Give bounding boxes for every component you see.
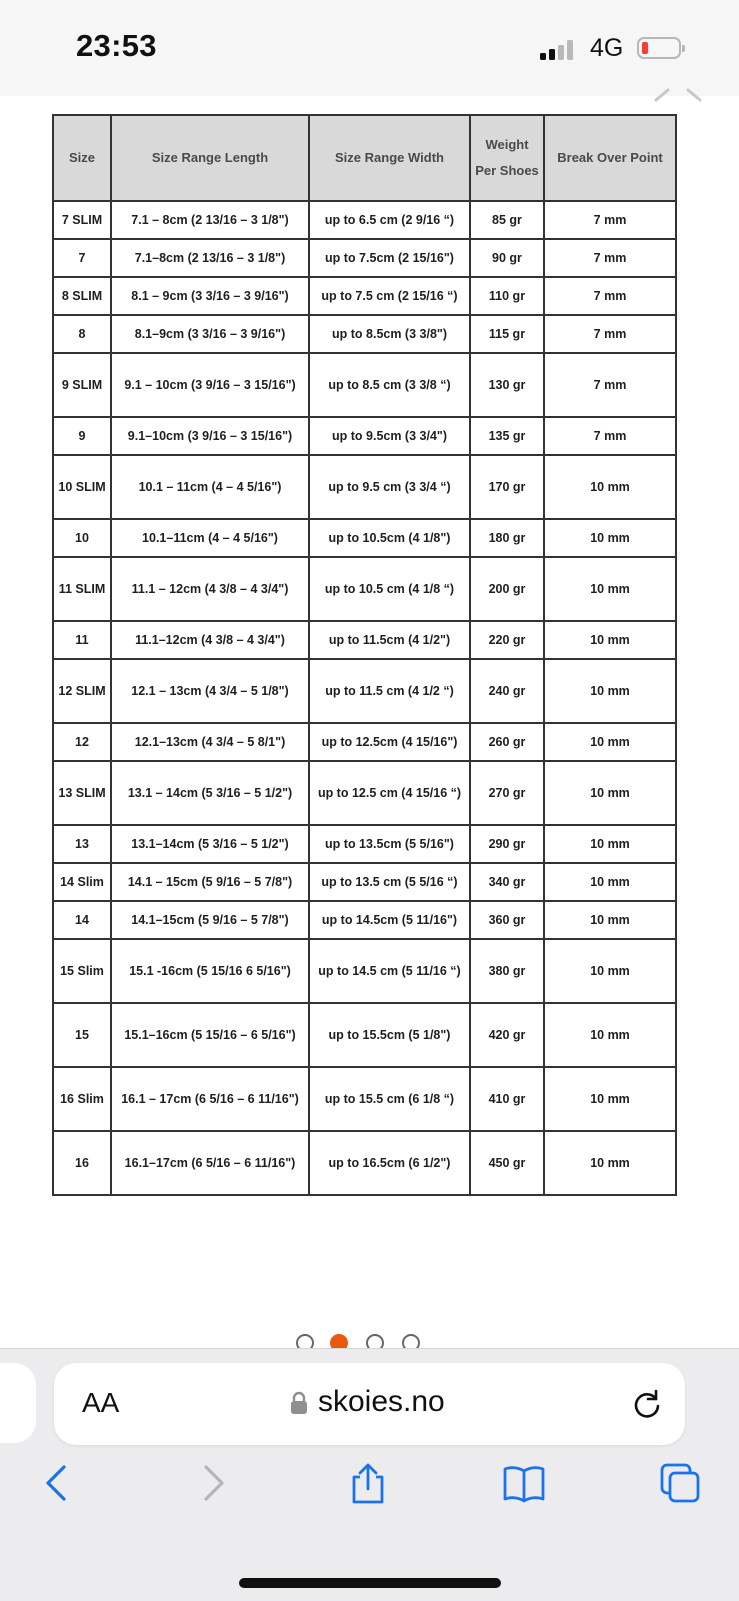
cell-size: 12 bbox=[53, 723, 111, 761]
header-break-over: Break Over Point bbox=[544, 115, 676, 201]
table-row bbox=[53, 723, 676, 761]
cell-width: up to 16.5cm (6 1/2") bbox=[309, 1131, 470, 1195]
cell-weight: 180 gr bbox=[470, 519, 544, 557]
cell-break-over: 10 mm bbox=[544, 939, 676, 1003]
cell-weight: 340 gr bbox=[470, 863, 544, 901]
cellular-signal-icon bbox=[540, 38, 574, 60]
cell-size: 10 SLIM bbox=[53, 455, 111, 519]
cell-size: 13 bbox=[53, 825, 111, 863]
cell-break-over: 10 mm bbox=[544, 863, 676, 901]
table-row bbox=[53, 315, 676, 353]
table-row bbox=[53, 239, 676, 277]
cell-break-over: 10 mm bbox=[544, 723, 676, 761]
cell-break-over: 10 mm bbox=[544, 825, 676, 863]
cell-length: 10.1 – 11cm (4 – 4 5/16") bbox=[111, 455, 309, 519]
cell-break-over: 10 mm bbox=[544, 519, 676, 557]
address-bar[interactable] bbox=[54, 1363, 685, 1445]
browser-toolbar bbox=[0, 1348, 739, 1601]
cell-weight: 450 gr bbox=[470, 1131, 544, 1195]
cell-break-over: 10 mm bbox=[544, 901, 676, 939]
carousel-dot[interactable] bbox=[296, 1334, 314, 1348]
cell-width: up to 11.5 cm (4 1/2 “) bbox=[309, 659, 470, 723]
cell-size: 11 bbox=[53, 621, 111, 659]
cell-length: 13.1 – 14cm (5 3/16 – 5 1/2") bbox=[111, 761, 309, 825]
cell-width: up to 13.5cm (5 5/16") bbox=[309, 825, 470, 863]
carousel-dot[interactable] bbox=[402, 1334, 420, 1348]
cell-width: up to 15.5cm (5 1/8") bbox=[309, 1003, 470, 1067]
collapse-chevron-icon[interactable] bbox=[652, 80, 704, 104]
lock-icon bbox=[290, 1391, 308, 1415]
header-width: Size Range Width bbox=[309, 115, 470, 201]
cell-weight: 130 gr bbox=[470, 353, 544, 417]
home-indicator[interactable] bbox=[239, 1578, 501, 1588]
cell-break-over: 7 mm bbox=[544, 417, 676, 455]
cell-width: up to 6.5 cm (2 9/16 “) bbox=[309, 201, 470, 239]
cell-width: up to 9.5 cm (3 3/4 “) bbox=[309, 455, 470, 519]
cell-size: 16 bbox=[53, 1131, 111, 1195]
cell-weight: 360 gr bbox=[470, 901, 544, 939]
cell-size: 9 bbox=[53, 417, 111, 455]
header-size: Size bbox=[53, 115, 111, 201]
status-time: 23:53 bbox=[76, 28, 157, 63]
table-row bbox=[53, 455, 676, 519]
cell-weight: 110 gr bbox=[470, 277, 544, 315]
cell-width: up to 12.5 cm (4 15/16 “) bbox=[309, 761, 470, 825]
cell-length: 16.1 – 17cm (6 5/16 – 6 11/16") bbox=[111, 1067, 309, 1131]
cell-size: 8 SLIM bbox=[53, 277, 111, 315]
cell-size: 9 SLIM bbox=[53, 353, 111, 417]
table-row bbox=[53, 761, 676, 825]
cell-size: 10 bbox=[53, 519, 111, 557]
cell-weight: 90 gr bbox=[470, 239, 544, 277]
cell-length: 16.1–17cm (6 5/16 – 6 11/16") bbox=[111, 1131, 309, 1195]
table-row bbox=[53, 417, 676, 455]
cell-width: up to 7.5cm (2 15/16") bbox=[309, 239, 470, 277]
cell-break-over: 10 mm bbox=[544, 1131, 676, 1195]
cell-weight: 240 gr bbox=[470, 659, 544, 723]
cell-break-over: 10 mm bbox=[544, 761, 676, 825]
cell-length: 14.1–15cm (5 9/16 – 5 7/8") bbox=[111, 901, 309, 939]
cell-width: up to 9.5cm (3 3/4") bbox=[309, 417, 470, 455]
cell-weight: 410 gr bbox=[470, 1067, 544, 1131]
cell-break-over: 7 mm bbox=[544, 353, 676, 417]
cell-length: 9.1–10cm (3 9/16 – 3 15/16") bbox=[111, 417, 309, 455]
cell-size: 15 Slim bbox=[53, 939, 111, 1003]
cell-length: 13.1–14cm (5 3/16 – 5 1/2") bbox=[111, 825, 309, 863]
carousel-dot[interactable] bbox=[366, 1334, 384, 1348]
table-row bbox=[53, 1131, 676, 1195]
cell-weight: 420 gr bbox=[470, 1003, 544, 1067]
table-row bbox=[53, 1067, 676, 1131]
cell-length: 9.1 – 10cm (3 9/16 – 3 15/16") bbox=[111, 353, 309, 417]
cell-break-over: 7 mm bbox=[544, 277, 676, 315]
cell-weight: 115 gr bbox=[470, 315, 544, 353]
cell-size: 15 bbox=[53, 1003, 111, 1067]
table-row bbox=[53, 659, 676, 723]
table-row bbox=[53, 353, 676, 417]
cell-length: 10.1–11cm (4 – 4 5/16") bbox=[111, 519, 309, 557]
cell-break-over: 10 mm bbox=[544, 1067, 676, 1131]
cell-length: 11.1 – 12cm (4 3/8 – 4 3/4") bbox=[111, 557, 309, 621]
cell-width: up to 8.5 cm (3 3/8 “) bbox=[309, 353, 470, 417]
reload-icon[interactable] bbox=[630, 1387, 664, 1421]
share-icon[interactable] bbox=[346, 1461, 390, 1505]
cell-width: up to 10.5 cm (4 1/8 “) bbox=[309, 557, 470, 621]
cell-weight: 260 gr bbox=[470, 723, 544, 761]
previous-tab-preview[interactable] bbox=[0, 1363, 36, 1443]
header-length: Size Range Length bbox=[111, 115, 309, 201]
cell-length: 12.1–13cm (4 3/4 – 5 8/1") bbox=[111, 723, 309, 761]
forward-icon[interactable] bbox=[192, 1461, 236, 1505]
cell-size: 16 Slim bbox=[53, 1067, 111, 1131]
table-row bbox=[53, 277, 676, 315]
table-row bbox=[53, 825, 676, 863]
table-row bbox=[53, 901, 676, 939]
network-type: 4G bbox=[590, 34, 624, 62]
carousel-dot-active[interactable] bbox=[330, 1334, 348, 1348]
text-size-button[interactable]: AA bbox=[82, 1387, 120, 1418]
cell-width: up to 8.5cm (3 3/8") bbox=[309, 315, 470, 353]
cell-size: 8 bbox=[53, 315, 111, 353]
cell-size: 13 SLIM bbox=[53, 761, 111, 825]
table-row bbox=[53, 863, 676, 901]
url-text[interactable]: skoies.no bbox=[318, 1385, 445, 1418]
table-header-row bbox=[53, 115, 676, 201]
table-row bbox=[53, 557, 676, 621]
cell-break-over: 7 mm bbox=[544, 201, 676, 239]
cell-size: 12 SLIM bbox=[53, 659, 111, 723]
cell-weight: 85 gr bbox=[470, 201, 544, 239]
cell-break-over: 10 mm bbox=[544, 557, 676, 621]
cell-weight: 220 gr bbox=[470, 621, 544, 659]
cell-length: 8.1 – 9cm (3 3/16 – 3 9/16") bbox=[111, 277, 309, 315]
header-weight: Weight Per Shoes bbox=[470, 115, 544, 201]
table-row bbox=[53, 621, 676, 659]
cell-width: up to 14.5cm (5 11/16") bbox=[309, 901, 470, 939]
table-row bbox=[53, 201, 676, 239]
cell-size: 7 bbox=[53, 239, 111, 277]
cell-width: up to 14.5 cm (5 11/16 “) bbox=[309, 939, 470, 1003]
cell-length: 15.1 -16cm (5 15/16 6 5/16") bbox=[111, 939, 309, 1003]
cell-size: 7 SLIM bbox=[53, 201, 111, 239]
cell-break-over: 7 mm bbox=[544, 239, 676, 277]
cell-break-over: 10 mm bbox=[544, 659, 676, 723]
table-row bbox=[53, 519, 676, 557]
cell-break-over: 7 mm bbox=[544, 315, 676, 353]
table-row bbox=[53, 939, 676, 1003]
cell-weight: 290 gr bbox=[470, 825, 544, 863]
cell-width: up to 10.5cm (4 1/8") bbox=[309, 519, 470, 557]
size-chart-table bbox=[52, 114, 677, 1196]
tabs-icon[interactable] bbox=[658, 1461, 702, 1505]
cell-length: 7.1 – 8cm (2 13/16 – 3 1/8") bbox=[111, 201, 309, 239]
cell-break-over: 10 mm bbox=[544, 621, 676, 659]
cell-length: 14.1 – 15cm (5 9/16 – 5 7/8") bbox=[111, 863, 309, 901]
cell-weight: 135 gr bbox=[470, 417, 544, 455]
carousel-dots bbox=[296, 1334, 436, 1348]
cell-size: 11 SLIM bbox=[53, 557, 111, 621]
cell-width: up to 7.5 cm (2 15/16 “) bbox=[309, 277, 470, 315]
cell-length: 11.1–12cm (4 3/8 – 4 3/4") bbox=[111, 621, 309, 659]
cell-break-over: 10 mm bbox=[544, 455, 676, 519]
status-bar bbox=[0, 0, 739, 96]
cell-width: up to 15.5 cm (6 1/8 “) bbox=[309, 1067, 470, 1131]
table-row bbox=[53, 1003, 676, 1067]
cell-weight: 270 gr bbox=[470, 761, 544, 825]
cell-weight: 380 gr bbox=[470, 939, 544, 1003]
cell-length: 7.1–8cm (2 13/16 – 3 1/8") bbox=[111, 239, 309, 277]
back-icon[interactable] bbox=[36, 1461, 80, 1505]
cell-break-over: 10 mm bbox=[544, 1003, 676, 1067]
bookmarks-icon[interactable] bbox=[502, 1461, 546, 1505]
cell-width: up to 11.5cm (4 1/2") bbox=[309, 621, 470, 659]
cell-weight: 170 gr bbox=[470, 455, 544, 519]
cell-weight: 200 gr bbox=[470, 557, 544, 621]
cell-length: 12.1 – 13cm (4 3/4 – 5 1/8") bbox=[111, 659, 309, 723]
cell-size: 14 bbox=[53, 901, 111, 939]
cell-width: up to 12.5cm (4 15/16") bbox=[309, 723, 470, 761]
cell-width: up to 13.5 cm (5 5/16 “) bbox=[309, 863, 470, 901]
cell-length: 15.1–16cm (5 15/16 – 6 5/16") bbox=[111, 1003, 309, 1067]
cell-length: 8.1–9cm (3 3/16 – 3 9/16") bbox=[111, 315, 309, 353]
battery-low-icon bbox=[637, 37, 681, 59]
cell-size: 14 Slim bbox=[53, 863, 111, 901]
